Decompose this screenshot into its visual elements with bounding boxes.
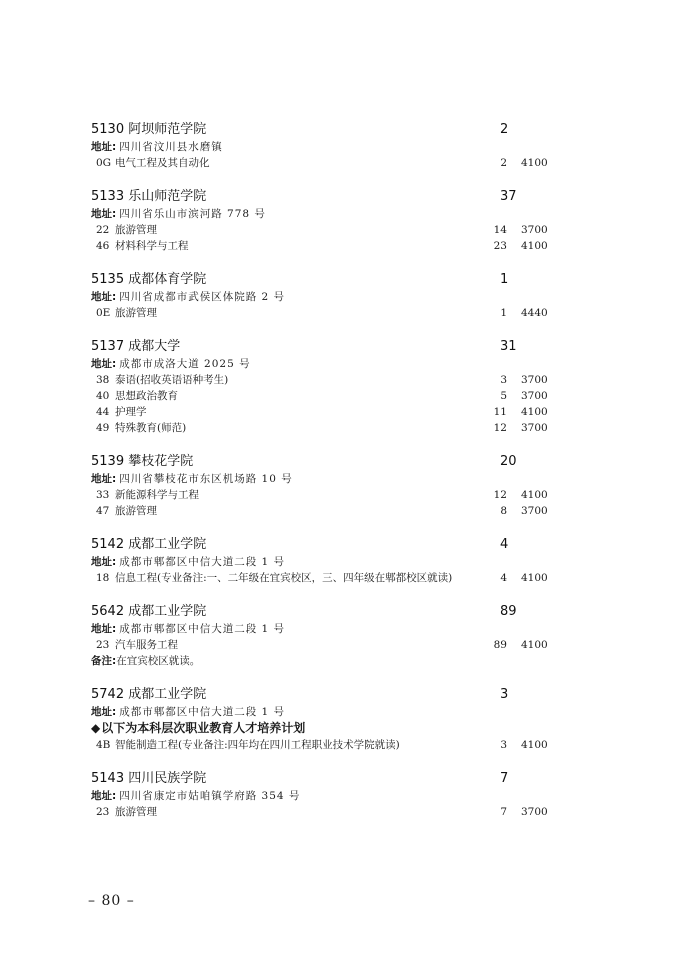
major-name: 旅游管理 (115, 307, 157, 319)
institution-code: 5137 (91, 339, 125, 354)
institution-address (91, 704, 561, 720)
institution-header (91, 770, 561, 788)
address-value: 四川省康定市姑咱镇学府路 354 号 (119, 790, 301, 802)
major-code: 44 (96, 406, 110, 418)
institution-block (91, 121, 561, 171)
major-code: 23 (96, 639, 110, 651)
institution-code: 5135 (91, 272, 125, 287)
major-name: 电气工程及其自动化 (115, 157, 210, 169)
major-quota: 3 (500, 739, 507, 751)
institution-name: 四川民族学院 (128, 771, 207, 786)
institution-block (91, 453, 561, 519)
address-value: 成都市郫都区中信大道二段 1 号 (119, 556, 286, 568)
major-name: 思想政治教育 (115, 390, 178, 402)
major-code: 22 (96, 224, 110, 236)
major-fee: 4100 (521, 639, 548, 651)
major-code: 0E (96, 307, 111, 319)
institution-name: 攀枝花学院 (128, 454, 194, 469)
major-row (91, 238, 561, 254)
major-row (91, 637, 561, 653)
major-row (91, 420, 561, 436)
institution-block (91, 770, 561, 820)
major-fee: 3700 (521, 422, 548, 434)
institution-header (91, 686, 561, 704)
major-quota: 7 (500, 806, 507, 818)
address-value: 成都市成洛大道 2025 号 (119, 358, 251, 370)
address-label: 地址: (91, 208, 117, 220)
address-label: 地址: (91, 358, 117, 370)
major-name: 泰语(招收英语语种考生) (115, 374, 229, 386)
address-value: 四川省成都市武侯区体院路 2 号 (119, 291, 286, 303)
institution-address (91, 621, 561, 637)
institution-block (91, 338, 561, 436)
institution-code: 5742 (91, 687, 125, 702)
major-code: 47 (96, 505, 110, 517)
major-name: 新能源科学与工程 (115, 489, 199, 501)
major-quota: 14 (493, 224, 507, 236)
major-fee: 3700 (521, 505, 548, 517)
major-row (91, 388, 561, 404)
major-row (91, 503, 561, 519)
major-code: 49 (96, 422, 110, 434)
major-name: 汽车服务工程 (115, 639, 178, 651)
major-name: 信息工程(专业备注:一、二年级在宜宾校区，三、四年级在郫都校区就读) (115, 572, 453, 584)
major-row (91, 570, 561, 586)
address-value: 成都市郫都区中信大道二段 1 号 (119, 706, 286, 718)
major-row (91, 305, 561, 321)
institution-address (91, 289, 561, 305)
major-name: 护理学 (115, 406, 147, 418)
section-title: 以下为本科层次职业教育人才培养计划 (101, 721, 306, 735)
address-value: 四川省汶川县水磨镇 (119, 141, 223, 153)
major-fee: 4100 (521, 739, 548, 751)
note-text: 在宜宾校区就读。 (116, 655, 201, 667)
institution-quota: 4 (500, 537, 509, 552)
major-code: 0G (96, 157, 112, 169)
institution-quota: 7 (500, 771, 509, 786)
enrollment-list (91, 121, 561, 837)
note-label: 备注: (91, 655, 117, 667)
address-label: 地址: (91, 473, 117, 485)
institution-name: 阿坝师范学院 (128, 122, 207, 137)
major-fee: 4100 (521, 240, 548, 252)
institution-header (91, 188, 561, 206)
institution-header (91, 453, 561, 471)
major-name: 特殊教育(师范) (115, 422, 187, 434)
institution-name: 乐山师范学院 (128, 189, 207, 204)
major-name: 旅游管理 (115, 806, 157, 818)
institution-quota: 37 (500, 189, 517, 204)
major-quota: 1 (500, 307, 507, 319)
section-heading (91, 720, 561, 737)
address-value: 成都市郫都区中信大道二段 1 号 (119, 623, 286, 635)
major-name: 材料科学与工程 (115, 240, 189, 252)
institution-code: 5139 (91, 454, 125, 469)
institution-header (91, 536, 561, 554)
address-label: 地址: (91, 556, 117, 568)
address-label: 地址: (91, 706, 117, 718)
major-row (91, 404, 561, 420)
major-name: 旅游管理 (115, 224, 157, 236)
address-value: 四川省乐山市滨河路 778 号 (119, 208, 266, 220)
major-row (91, 804, 561, 820)
major-quota: 23 (493, 240, 507, 252)
institution-name: 成都体育学院 (128, 272, 207, 287)
institution-name: 成都大学 (128, 339, 181, 354)
major-fee: 4440 (521, 307, 548, 319)
address-label: 地址: (91, 790, 117, 802)
major-fee: 3700 (521, 390, 548, 402)
institution-quota: 3 (500, 687, 509, 702)
institution-name: 成都工业学院 (128, 687, 207, 702)
institution-address (91, 356, 561, 372)
major-quota: 8 (500, 505, 507, 517)
major-row (91, 487, 561, 503)
institution-address (91, 788, 561, 804)
major-quota: 89 (493, 639, 507, 651)
major-code: 23 (96, 806, 110, 818)
major-code: 40 (96, 390, 110, 402)
institution-address (91, 139, 561, 155)
major-row (91, 222, 561, 238)
major-fee: 4100 (521, 489, 548, 501)
institution-header (91, 121, 561, 139)
institution-code: 5642 (91, 604, 125, 619)
major-code: 4B (96, 739, 111, 751)
major-quota: 11 (493, 406, 507, 418)
institution-address (91, 554, 561, 570)
institution-header (91, 338, 561, 356)
address-label: 地址: (91, 291, 117, 303)
major-fee: 4100 (521, 157, 548, 169)
major-code: 38 (96, 374, 110, 386)
institution-code: 5142 (91, 537, 125, 552)
major-code: 18 (96, 572, 110, 584)
major-quota: 12 (493, 489, 507, 501)
major-quota: 5 (500, 390, 507, 402)
institution-name: 成都工业学院 (128, 537, 207, 552)
institution-note (91, 653, 561, 669)
major-fee: 3700 (521, 806, 548, 818)
institution-quota: 2 (500, 122, 509, 137)
institution-code: 5130 (91, 122, 125, 137)
major-fee: 3700 (521, 224, 548, 236)
institution-block (91, 271, 561, 321)
institution-name: 成都工业学院 (128, 604, 207, 619)
institution-quota: 20 (500, 454, 517, 469)
major-quota: 12 (493, 422, 507, 434)
institution-block (91, 188, 561, 254)
major-fee: 4100 (521, 406, 548, 418)
institution-code: 5143 (91, 771, 125, 786)
institution-header (91, 603, 561, 621)
major-row (91, 155, 561, 171)
institution-quota: 1 (500, 272, 509, 287)
major-fee: 3700 (521, 374, 548, 386)
institution-quota: 31 (500, 339, 517, 354)
institution-header (91, 271, 561, 289)
institution-block (91, 686, 561, 753)
major-quota: 2 (500, 157, 507, 169)
institution-address (91, 471, 561, 487)
page-number: – 80 – (88, 893, 135, 909)
institution-code: 5133 (91, 189, 125, 204)
major-name: 智能制造工程(专业备注:四年均在四川工程职业技术学院就读) (115, 739, 400, 751)
major-row (91, 372, 561, 388)
major-row (91, 737, 561, 753)
institution-address (91, 206, 561, 222)
major-quota: 3 (500, 374, 507, 386)
address-label: 地址: (91, 623, 117, 635)
major-name: 旅游管理 (115, 505, 157, 517)
diamond-icon: ◆ (91, 721, 101, 735)
institution-quota: 89 (500, 604, 517, 619)
major-code: 46 (96, 240, 110, 252)
address-value: 四川省攀枝花市东区机场路 10 号 (119, 473, 293, 485)
institution-block (91, 603, 561, 669)
institution-block (91, 536, 561, 586)
address-label: 地址: (91, 141, 117, 153)
major-quota: 4 (500, 572, 507, 584)
major-code: 33 (96, 489, 110, 501)
major-fee: 4100 (521, 572, 548, 584)
